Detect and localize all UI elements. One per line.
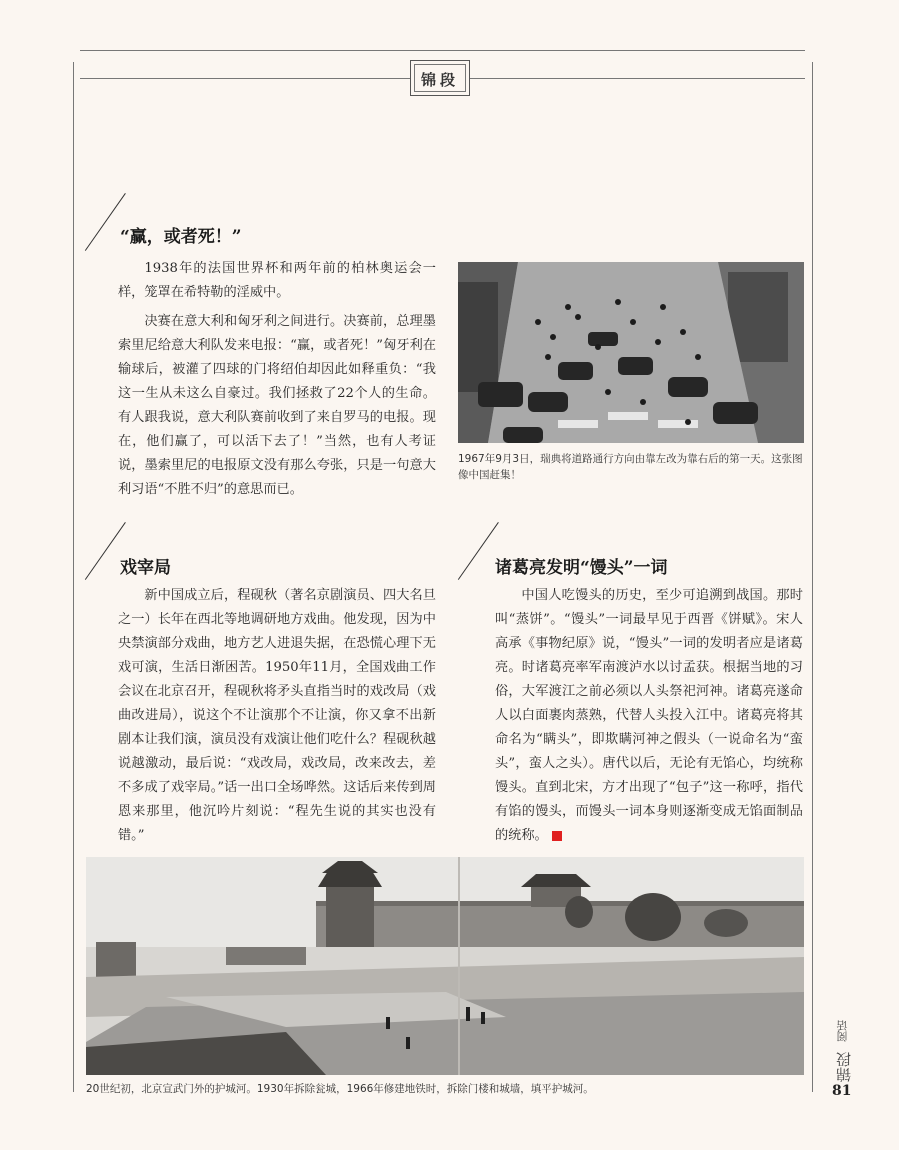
article3-paragraph-text: 中国人吃馒头的历史，至少可追溯到战国。那时叫“蒸饼”。“馒头”一词最早见于西晋《饼赋》。宋人高承《事物纪原》说，“馒头”一词的发明者应是诸葛亮。时诸葛亮率军南渡泸水以讨孟获。根据当地的习俗，大军渡江之前必须以人头祭祀河神。诸葛亮遂命人以白面裹肉蒸熟，代替人头投入江中。诸葛亮将其命名为“瞒头”，即欺瞒河神之假头（一说命名为“蛮头”，蛮人之头）。唐代以后，无论有无馅心，均统称馒头。直到北宋，方才出现了“包子”这一称呼，指代有馅的馒头，而馒头一词本身则逐渐变成无馅面制品的统称。 <box>495 588 803 843</box>
city-gate-illustration <box>86 857 804 1075</box>
article3-title: 诸葛亮发明“馒头”一词 <box>495 558 668 578</box>
article1-paragraph: 决赛在意大利和匈牙利之间进行。决赛前，总理墨索里尼给意大利队发来电报：“赢，或者死！”匈牙利在输球后，被灌了四球的门将绍伯却因此如释重负：“我这一生从未这么自豪过。我们拯救了22个人的生命。有人跟我说，意大利队赛前收到了来自罗马的电报。现在，他们赢了，可以活下去了！”当然，也有人考证说，墨索里尼的电报原文没有那么夸张，只是一句意大利习语“不胜不归”的意思而已。 <box>118 314 436 497</box>
title-slash-3 <box>458 522 499 580</box>
article2-body <box>118 584 436 853</box>
article3-body <box>495 584 803 853</box>
city-gate-photo <box>86 857 804 1075</box>
page-number: 81 <box>832 1083 852 1099</box>
article1-title: “赢，或者死！” <box>120 227 242 247</box>
article2-title: 戏宰局 <box>120 558 171 578</box>
street-photo-caption: 1967年9月3日，瑞典将道路通行方向由靠左改为靠右后的第一天。这张图像中国赶集！ <box>458 453 803 481</box>
right-frame-line <box>812 62 813 1092</box>
city-gate-caption: 20世纪初，北京宣武门外的护城河。1930年拆除瓮城，1966年修建地铁时，拆除门楼和城墙，填平护城河。 <box>86 1083 594 1095</box>
top-rule <box>80 50 805 51</box>
article3-paragraph <box>495 584 803 848</box>
header-rule-left <box>80 78 410 79</box>
end-mark-icon <box>552 831 562 841</box>
article2-paragraph: 新中国成立后，程砚秋（著名京剧演员、四大名旦之一）长年在西北等地调研地方戏曲。他发现，因为中央禁演部分戏曲，地方艺人进退失据，在恐慌心理下无戏可演，生活日渐困苦。1950年11月，全国戏曲工作会议在北京召开，程砚秋将矛头直指当时的戏改局（戏曲改进局），说这个不让演那个不让演，你又拿不出新剧本让我们演，演员没有戏演让他们吃什么？程砚秋越说越激动，最后说：“戏改局，戏改局，改来改去，差不多成了戏宰局。”话一出口全场哗然。这话后来传到周恩来那里，他沉吟片刻说：“程先生说的其实也没有错。” <box>118 588 436 843</box>
left-frame-line <box>73 62 74 1092</box>
street-photo-illustration <box>458 262 804 443</box>
street-photo <box>458 262 804 443</box>
header-rule-right <box>470 78 805 79</box>
section-header-box <box>410 60 470 96</box>
side-label-small: 阅话 <box>836 1020 849 1042</box>
section-title: 锦段 <box>420 71 459 89</box>
article1-body <box>118 257 436 507</box>
article1-paragraph: 1938年的法国世界杯和两年前的柏林奥运会一样，笼罩在希特勒的淫威中。 <box>118 261 436 300</box>
side-label-big: 锦段 <box>835 1052 853 1082</box>
